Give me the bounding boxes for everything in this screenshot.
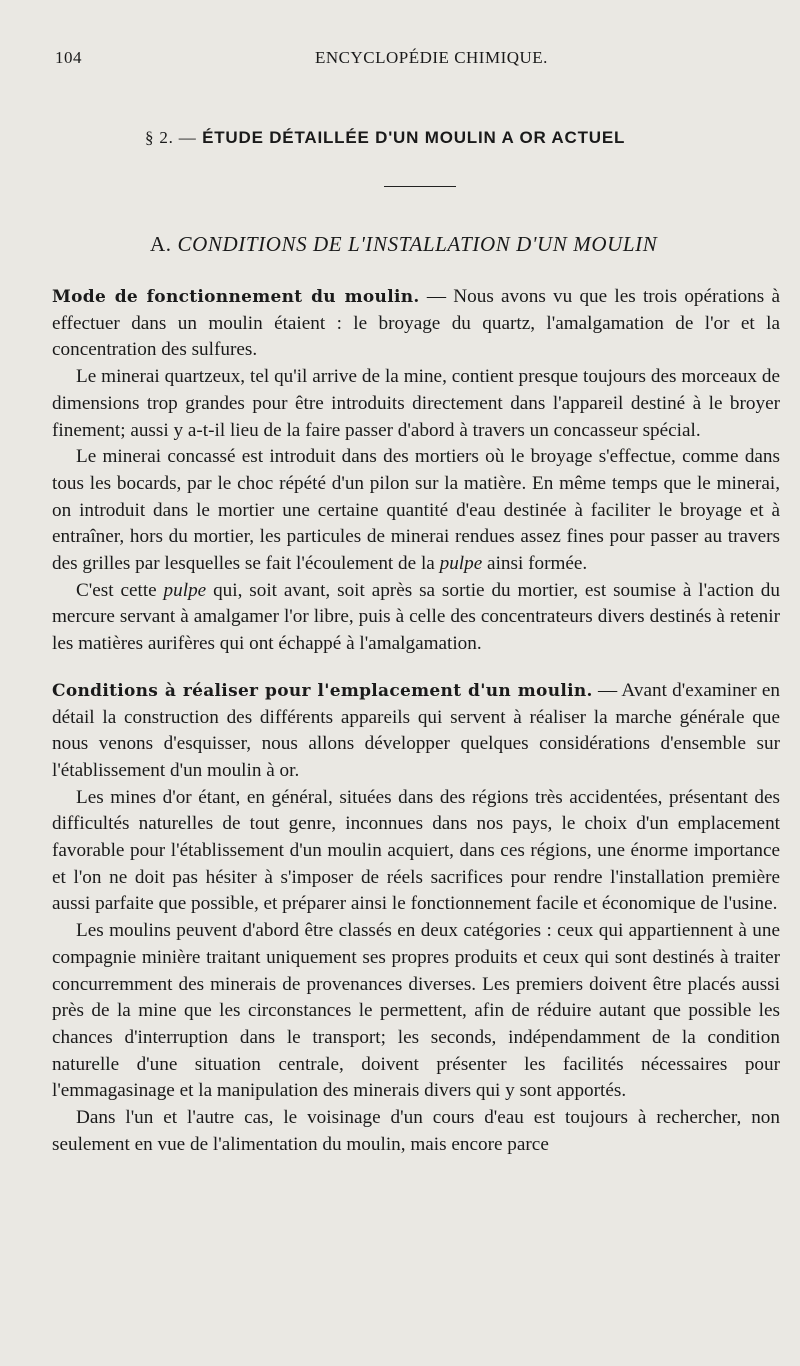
section-number: § 2. — xyxy=(145,128,197,147)
section-heading xyxy=(145,128,625,148)
subsection-heading xyxy=(150,232,657,257)
paragraph-1 xyxy=(52,284,780,364)
section-title: ÉTUDE DÉTAILLÉE D'UN MOULIN A OR ACTUEL xyxy=(202,128,626,147)
paragraph-4-italic: pulpe xyxy=(163,579,207,601)
paragraph-6: Les mines d'or étant, en général, situées dans des régions très accidentées, présentant des difficultés naturelles de tout genre, inconnues dans nos pays, le choix d'un emplacement favorable pour l'établissement d'un moulin acquiert, dans ces régions, une énorme importance et l'on ne doit pas hésiter à s'imposer de réels sacrifices pour rendre l'installation première aussi parfaite que possible, et préparer ainsi le fonctionnement facile et économique de l'usine. xyxy=(52,786,780,915)
paragraph-3-text-b: ainsi formée. xyxy=(482,553,588,575)
paragraph-5 xyxy=(52,678,780,785)
paragraph-3 xyxy=(52,444,780,578)
divider-rule xyxy=(384,186,456,187)
body-text xyxy=(52,284,780,1159)
paragraph-4-text-a: C'est cette xyxy=(76,579,164,601)
page-number: 104 xyxy=(55,48,82,67)
paragraph-5-text: — Avant d'examiner en détail la construction des différents appareils qui servent à réaliser la marche générale que nous venons d'esquisser, nous allons développer quelques considérations d'ensemble sur l'établissement d'un moulin à or. xyxy=(52,679,780,781)
subsection-title: CONDITIONS DE L'INSTALLATION D'UN MOULIN xyxy=(177,232,658,256)
paragraph-gap xyxy=(52,658,780,678)
paragraph-2: Le minerai quartzeux, tel qu'il arrive de la mine, contient presque toujours des morceaux de dimensions trop grandes pour être introduits directement dans l'appareil destiné à le broyer finement; aussi y a-t-il lieu de la faire passer d'abord à travers un concasseur spécial. xyxy=(52,366,780,441)
journal-title: ENCYCLOPÉDIE CHIMIQUE. xyxy=(315,48,548,67)
paragraph-3-text-a: Le minerai concassé est introduit dans des mortiers où le broyage s'effectue, comme dans tous les bocards, par le choc répété d'un pilon sur la matière. En même temps que le minerai, on introduit dans le mortier une certaine quantité d'eau destinée à faciliter le broyage et à entraîner, hors du mortier, les particules de minerai rendues assez fines pour passer au travers des grilles par lesquelles se fait l'écoulement de la xyxy=(52,446,780,575)
paragraph-7: Les moulins peuvent d'abord être classés en deux catégories : ceux qui appartiennent à une compagnie minière traitant uniquement ses propres produits et ceux qui sont destinés à traiter concurremment des minerais de provenances diverses. Les premiers doivent être placés aussi près de la mine que les circonstances le permettent, afin de réduire autant que possible les chances d'interruption dans le transport; les seconds, indépendamment de la condition naturelle d'une situation centrale, doivent présenter les facilités nécessaires pour l'emmagasinage et la manipulation des minerais divers qui y sont apportés. xyxy=(52,920,780,1102)
paragraph-8: Dans l'un et l'autre cas, le voisinage d'un cours d'eau est toujours à rechercher, non seulement en vue de l'alimentation du moulin, mais encore parce xyxy=(52,1107,780,1155)
subsection-letter: A. xyxy=(150,232,172,256)
paragraph-1-text: — Nous avons vu que les trois opérations à effectuer dans un moulin étaient : le broyage du quartz, l'amalgamation de l'or et la concentration des sulfures. xyxy=(52,286,780,361)
paragraph-5-heading: Conditions à réaliser pour l'emplacement d'un moulin. xyxy=(52,680,593,701)
paragraph-1-heading: Mode de fonctionnement du moulin. xyxy=(52,287,420,307)
paragraph-3-italic: pulpe xyxy=(439,553,483,575)
paragraph-4 xyxy=(52,578,780,658)
paragraph-4-text-b: qui, soit avant, soit après sa sortie du mortier, est soumise à l'action du mercure servant à amalgamer l'or libre, puis à celle des concentrateurs divers destinés à retenir les matières aurifères qui ont échappé à l'amalgamation. xyxy=(52,579,780,655)
